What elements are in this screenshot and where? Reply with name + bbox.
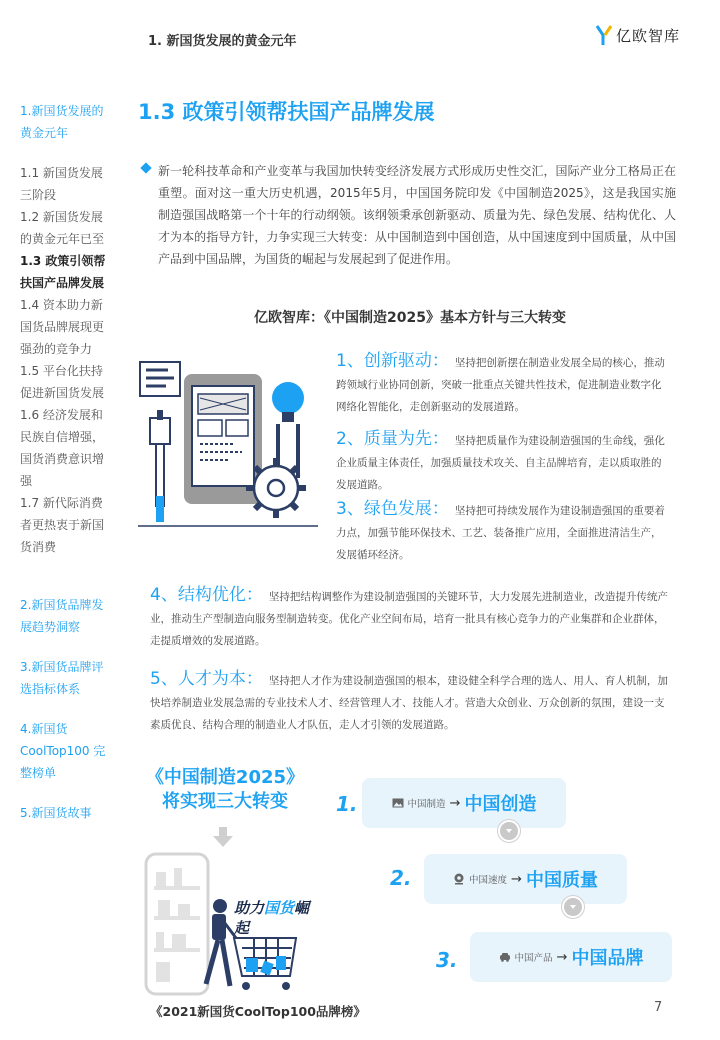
- step-from: 中国产品: [514, 953, 553, 964]
- sidebar-item-1-4[interactable]: 1.4 资本助力新国货品牌展现更强劲的竞争力: [20, 298, 105, 356]
- image-icon: [392, 797, 404, 809]
- principle-text: 坚持把创新摆在制造业发展全局的核心，推动跨领域行业协同创新，突破一批重点关键共性技术，促进制造业数字化网络化智能化，走创新驱动的发展道路。: [336, 357, 665, 413]
- section-title: 1.3 政策引领帮扶国产品牌发展: [138, 100, 435, 124]
- principle-title: 5、人才为本：: [150, 669, 263, 689]
- sidebar-item-section-1[interactable]: 1.新国货发展的黄金元年: [20, 104, 104, 140]
- sidebar-item-1-6[interactable]: 1.6 经济发展和民族自信增强，国货消费意识增强: [20, 408, 105, 488]
- principle-title: 4、结构优化：: [150, 585, 263, 605]
- principle-title: 3、绿色发展：: [336, 499, 449, 519]
- intro-paragraph: [142, 160, 676, 270]
- transformations-title: [142, 766, 308, 814]
- step-to: 中国创造: [464, 794, 537, 815]
- smart-manufacturing-illustration: [138, 346, 318, 532]
- sidebar-item-section-2[interactable]: 2.新国货品牌发展趋势洞察: [20, 598, 104, 634]
- right-arrow-icon: →: [556, 949, 568, 965]
- sidebar-item-1-1[interactable]: 1.1 新国货发展三阶段: [20, 166, 103, 202]
- sidebar-item-1-5[interactable]: 1.5 平台化扶持促进新国货发展: [20, 364, 105, 400]
- right-arrow-icon: →: [511, 871, 522, 887]
- logo-mark-icon: [596, 24, 612, 46]
- principle-text: 坚持把质量作为建设制造强国的生命线，强化企业质量主体责任，加强质量技术攻关、自主品牌培育，走以质取胜的发展道路。: [336, 435, 665, 491]
- principle-text: 坚持把可持续发展作为建设制造强国的重要着力点，加强节能环保技术、工艺、装备推广应用，全面推进清洁生产，发展循环经济。: [336, 505, 665, 561]
- principle-title: 1、创新驱动：: [336, 351, 449, 371]
- logo: [596, 24, 680, 46]
- chevron-down-icon: [498, 820, 520, 842]
- principle-structure: [150, 584, 670, 652]
- sidebar-nav: [20, 100, 114, 842]
- principle-title: 2、质量为先：: [336, 429, 449, 449]
- transformations-title-line1: 《中国制造2025》: [145, 767, 305, 788]
- principle-innovation: [336, 350, 670, 418]
- helper-slogan-part: 助力: [234, 899, 265, 917]
- car-icon: [499, 951, 511, 963]
- down-arrow-icon: [212, 826, 234, 848]
- helper-slogan-highlight: 国货: [264, 899, 295, 917]
- principle-text: 坚持把人才作为建设制造强国的根本，建设健全科学合理的选人、用人、育人机制，加快培养制造业发展急需的专业技术人才、经营管理人才、技能人才。营造大众创业、万众创新的氛围，建设一支素质优良、结构合理的制造业人才队伍，走人才引领的发展道路。: [150, 675, 668, 731]
- transformations-title-line2: 将实现三大转变: [162, 791, 288, 812]
- document-icon: [140, 362, 180, 396]
- logo-text: 亿欧智库: [616, 26, 681, 45]
- helper-slogan-line2: 起: [234, 919, 250, 937]
- footer-source: 《2021新国货CoolTop100品牌榜》: [150, 1004, 366, 1019]
- header-title: 1. 新国货发展的黄金元年: [148, 34, 297, 49]
- helper-slogan: [234, 898, 309, 938]
- principle-text: 坚持把结构调整作为建设制造强国的关键环节，大力发展先进制造业，改造提升传统产业，推动生产型制造向服务型制造转变。优化产业空间布局，培育一批具有核心竞争力的产业集群和企业群体，走提质增效的发展道路。: [150, 591, 668, 647]
- helper-slogan-part: 崛: [294, 899, 310, 917]
- chevron-down-icon: [562, 896, 584, 918]
- right-arrow-icon: →: [449, 795, 461, 811]
- principle-quality: [336, 428, 670, 496]
- sidebar-item-1-3[interactable]: 1.3 政策引领帮扶国产品牌发展: [20, 254, 106, 290]
- step-number: 2.: [390, 866, 412, 890]
- sidebar-item-1-7[interactable]: 1.7 新代际消费者更热衷于新国货消费: [20, 496, 105, 554]
- page-number: 7: [654, 1000, 663, 1015]
- transformation-step-3: [470, 932, 672, 982]
- step-number: 1.: [336, 792, 358, 816]
- transformation-step-2: [424, 854, 627, 904]
- step-number: 3.: [436, 948, 458, 972]
- sidebar-item-section-3[interactable]: 3.新国货品牌评选指标体系: [20, 660, 104, 696]
- step-to: 中国质量: [525, 870, 598, 891]
- transformation-step-1: [362, 778, 566, 828]
- principle-talent: [150, 668, 670, 736]
- step-from: 中国速度: [469, 875, 508, 886]
- sidebar-item-section-4[interactable]: 4.新国货 CoolTop100 完整榜单: [20, 722, 106, 780]
- figure-subheading: 亿欧智库：《中国制造2025》基本方针与三大转变: [254, 310, 566, 326]
- sidebar-item-section-5[interactable]: 5.新国货故事: [20, 806, 92, 820]
- intro-text: 新一轮科技革命和产业变革与我国加快转变经济发展方式形成历史性交汇，国际产业分工格局正在重塑。面对这一重大历史机遇，2015年5月，中国国务院印发《中国制造2025》，这是我国实施制造强国战略第一个十年的行动纲领。该纲领秉承创新驱动、质量为先、绿色发展、结构优化、人才为本的指导方针，力争实现三大转变：从中国制造到中国创造，从中国速度到中国质量，从中国产品到中国品牌，为国货的崛起与发展起到了促进作用。: [158, 164, 676, 266]
- step-to: 中国品牌: [571, 948, 644, 969]
- sidebar-item-1-2[interactable]: 1.2 新国货发展的黄金元年已至: [20, 210, 105, 246]
- principle-green: [336, 498, 670, 566]
- step-from: 中国制造: [407, 799, 446, 810]
- location-icon: [453, 873, 465, 885]
